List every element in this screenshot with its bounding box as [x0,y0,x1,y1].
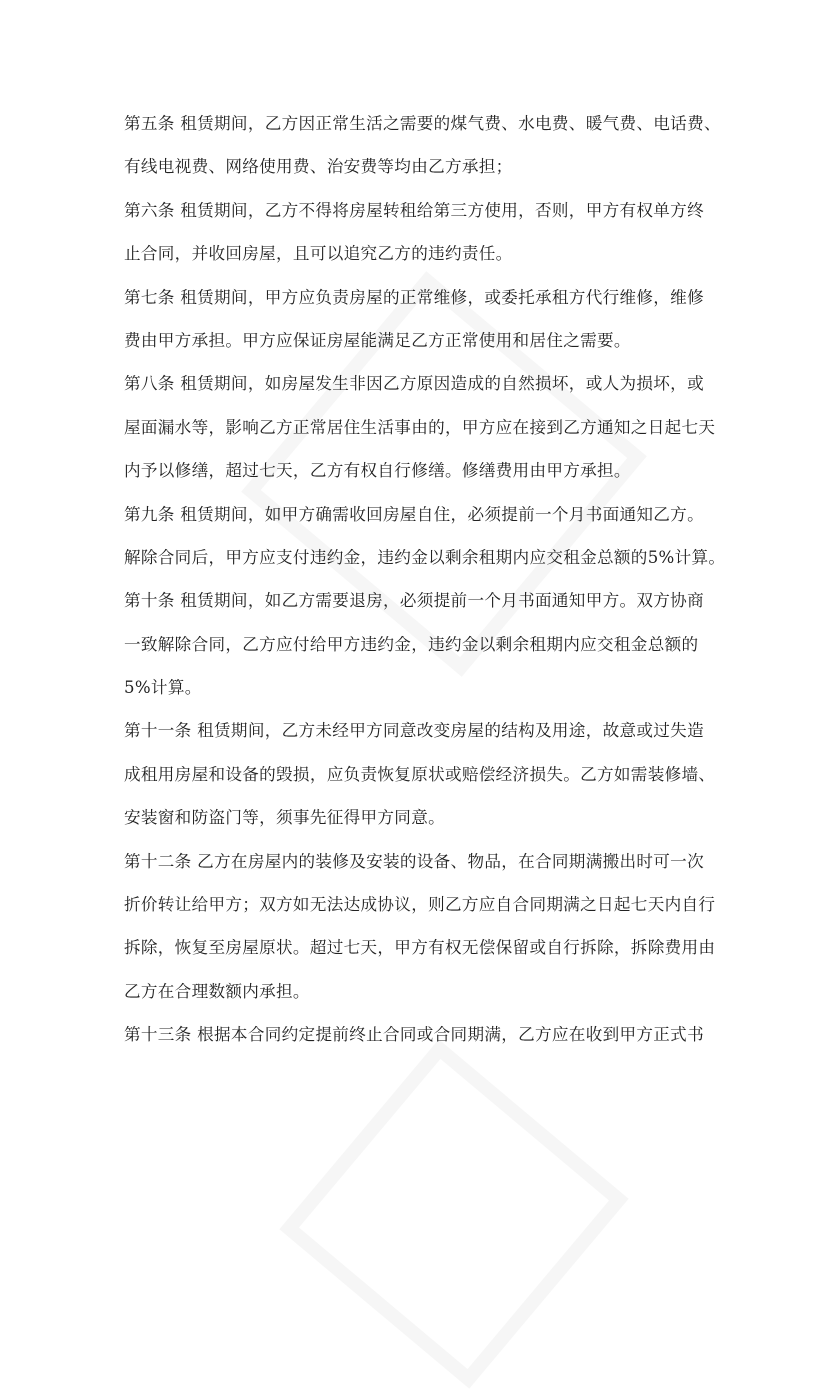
text-line: 内予以修缮，超过七天，乙方有权自行修缮。修缮费用由甲方承担。 [124,461,631,481]
text-line: 折价转让给甲方；双方如无法达成协议，则乙方应自合同期满之日起七天内自行 [124,895,716,915]
text-line: 止合同，并收回房屋，且可以追究乙方的违约责任。 [124,244,513,264]
document-body [124,102,726,1057]
watermark [279,1039,628,1388]
clause-paragraph [124,840,714,1014]
clause-paragraph [124,189,714,276]
text-line: 第十二条 乙方在房屋内的装修及安装的设备、物品，在合同期满搬出时可一次 [124,851,704,871]
text-line: 第五条 租赁期间，乙方因正常生活之需要的煤气费、水电费、暖气费、电话费、 [124,114,721,133]
clause-paragraph [124,709,714,839]
text-line: 拆除，恢复至房屋原状。超过七天，甲方有权无偿保留或自行拆除，拆除费用由 [124,938,716,958]
clause-paragraph [124,276,714,363]
text-line: 第十条 租赁期间，如乙方需要退房，必须提前一个月书面通知甲方。双方协商 [124,591,704,611]
text-line: 一致解除合同，乙方应付给甲方违约金，违约金以剩余租期内应交租金总额的 [124,634,699,654]
clause-paragraph [124,1013,714,1056]
text-line: 屋面漏水等，影响乙方正常居住生活事由的，甲方应在接到乙方通知之日起七天 [124,417,716,437]
text-line: 费由甲方承担。甲方应保证房屋能满足乙方正常使用和居住之需要。 [124,330,631,350]
text-line: 解除合同后，甲方应支付违约金，违约金以剩余租期内应交租金总额的5%计算。 [124,547,726,567]
text-line: 有线电视费、网络使用费、治安费等均由乙方承担； [124,157,513,177]
clause-paragraph [124,579,714,709]
clause-paragraph [124,493,726,580]
text-line: 成租用房屋和设备的毁损，应负责恢复原状或赔偿经济损失。乙方如需装修墙、 [124,764,716,784]
text-line: 第十三条 根据本合同约定提前终止合同或合同期满，乙方应在收到甲方正式书 [124,1025,704,1045]
clause-paragraph [124,362,714,492]
clause-paragraph [124,102,721,189]
text-line: 第六条 租赁期间，乙方不得将房屋转租给第三方使用，否则，甲方有权单方终 [124,200,704,220]
text-line: 5%计算。 [124,678,202,698]
text-line: 第九条 租赁期间，如甲方确需收回房屋自住，必须提前一个月书面通知乙方。 [124,504,704,524]
text-line: 乙方在合理数额内承担。 [124,981,310,1001]
text-line: 第十一条 租赁期间，乙方未经甲方同意改变房屋的结构及用途，故意或过失造 [124,721,704,741]
text-line: 安装窗和防盗门等，须事先征得甲方同意。 [124,808,445,828]
text-line: 第七条 租赁期间，甲方应负责房屋的正常维修，或委托承租方代行维修，维修 [124,287,704,307]
text-line: 第八条 租赁期间，如房屋发生非因乙方原因造成的自然损坏，或人为损坏，或 [124,374,704,394]
